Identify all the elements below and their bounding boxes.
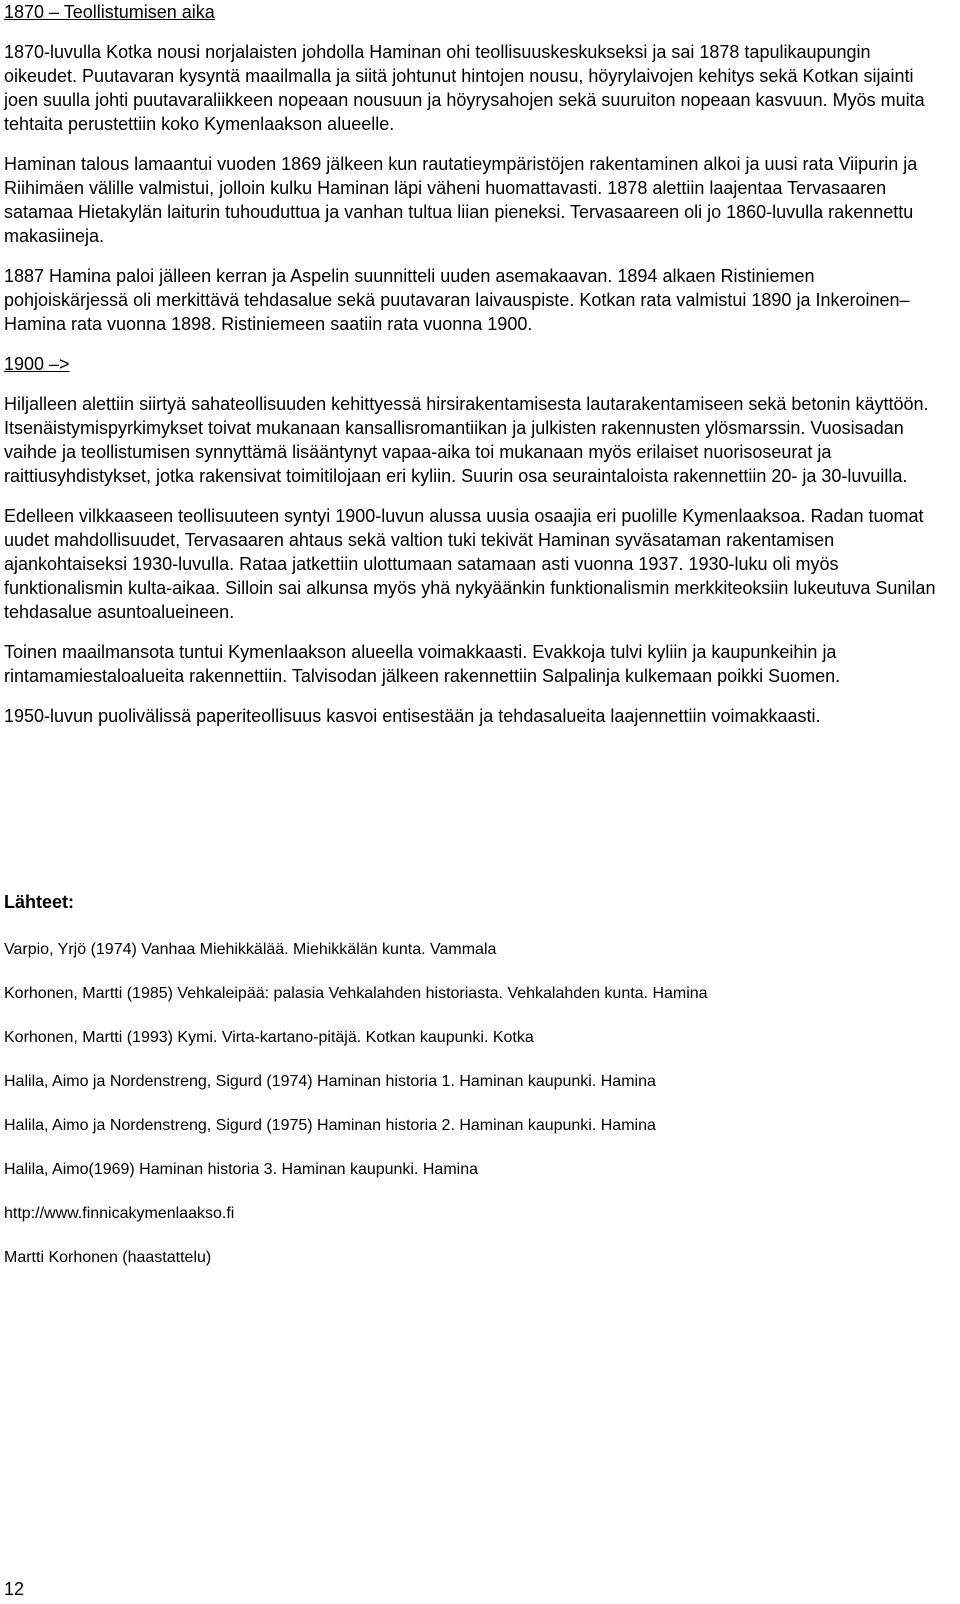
section-heading-1870: 1870 – Teollistumisen aika bbox=[4, 2, 215, 22]
paragraph-sawmill-industry: Hiljalleen alettiin siirtyä sahateollisuuden kehittyessä hirsirakentamisesta lautarakentamiseen sekä betonin käyttöön. Itsenäistymispyrkimykset toivat mukanaan kansallisromantiikan ja julkisten rakennusten ylösmarssin. Vuosisadan vaihde ja teollistumisen synnyttämä lisääntynyt vapaa-aika toi mukanaan myös erilaiset nuorisoseurat ja raittiusyhdistykset, jotka rakensivat toimitilojaan eri kyliin. Suurin osa seuraintaloista rakennettiin 20- ja 30-luvuilla. bbox=[4, 394, 929, 486]
source-link: http://www.finnicakymenlaakso.fi bbox=[4, 1205, 235, 1222]
sources-list bbox=[4, 940, 940, 1268]
source-item: Varpio, Yrjö (1974) Vanhaa Miehikkälää. Miehikkälän kunta. Vammala bbox=[4, 941, 497, 958]
paragraph-hamina-fire-1887: 1887 Hamina paloi jälleen kerran ja Aspelin suunnitteli uuden asemakaavan. 1894 alkaen Ristiniemen pohjoiskärjessä oli merkittävä tehdasalue sekä puutavaran laivauspiste. Kotkan rata valmistui 1890 ja Inkeroinen–Hamina rata vuonna 1898. Ristiniemeen saatiin rata vuonna 1900. bbox=[4, 266, 910, 334]
source-item: Martti Korhonen (haastattelu) bbox=[4, 1249, 212, 1266]
page-number: 12 bbox=[4, 1579, 25, 1599]
source-item: Halila, Aimo ja Nordenstreng, Sigurd (1975) Haminan historia 2. Haminan kaupunki. Hamina bbox=[4, 1117, 656, 1134]
paragraph-hamina-economy: Haminan talous lamaantui vuoden 1869 jälkeen kun rautatieympäristöjen rakentaminen alkoi ja uusi rata Viipurin ja Riihimäen välille valmistui, jolloin kulku Haminan läpi väheni huomattavasti. 1878 alettiin laajentaa Tervasaaren satamaa Hietakylän laiturin tuhouduttua ja vanhan tultua liian pieneksi. Tervasaareen oli jo 1860-luvulla rakennettu makasiineja. bbox=[4, 154, 918, 246]
source-item: Halila, Aimo(1969) Haminan historia 3. Haminan kaupunki. Hamina bbox=[4, 1161, 479, 1178]
source-item: Halila, Aimo ja Nordenstreng, Sigurd (1974) Haminan historia 1. Haminan kaupunki. Hamina bbox=[4, 1073, 656, 1090]
section-heading-1900: 1900 –> bbox=[4, 354, 70, 374]
paragraph-kotka-industrialization: 1870-luvulla Kotka nousi norjalaisten johdolla Haminan ohi teollisuuskeskukseksi ja sai 1878 tapulikaupungin oikeudet. Puutavaran kysyntä maailmalla ja siitä johtunut hintojen nousu, höyrylaivojen kehitys sekä Kotkan sijainti joen suulla johti puutavaraliikkeen nopeaan nousuun ja höyrysahojen sekä suuruiton nopeaan kasvuun. Myös muita tehtaita perustettiin koko Kymenlaakson alueelle. bbox=[4, 42, 925, 134]
source-item: Korhonen, Martti (1985) Vehkaleipää: palasia Vehkalahden historiasta. Vehkalahden kunta. Hamina bbox=[4, 985, 708, 1002]
source-item: Korhonen, Martti (1993) Kymi. Virta-kartano-pitäjä. Kotkan kaupunki. Kotka bbox=[4, 1029, 534, 1046]
sources-heading: Lähteet: bbox=[4, 892, 75, 912]
paragraph-paper-industry-1950s: 1950-luvun puolivälissä paperiteollisuus kasvoi entisestään ja tehdasalueita laajennettiin voimakkaasti. bbox=[4, 706, 821, 726]
paragraph-world-war-two: Toinen maailmansota tuntui Kymenlaakson alueella voimakkaasti. Evakkoja tulvi kyliin ja kaupunkeihin ja rintamamiestaloalueita rakennettiin. Talvisodan jälkeen rakennettiin Salpalinja kulkemaan poikki Suomen. bbox=[4, 642, 841, 686]
paragraph-early-1900s-industry: Edelleen vilkkaaseen teollisuuteen syntyi 1900-luvun alussa uusia osaajia eri puolille Kymenlaaksoa. Radan tuomat uudet mahdollisuudet, Tervasaaren ahtaus sekä valtion tuki tekivät Haminan syväsataman rakentamisen ajankohtaiseksi 1930-luvulla. Rataa jatkettiin ulottumaan satamaan asti vuonna 1937. 1930-luku oli myös funktionalismin kulta-aikaa. Silloin sai alkunsa myös yhä nykyäänkin funktionalismin merkkiteoksiin lukeutuva Sunilan tehdasalue asuntoalueineen. bbox=[4, 506, 936, 622]
document-page bbox=[4, 0, 940, 1268]
